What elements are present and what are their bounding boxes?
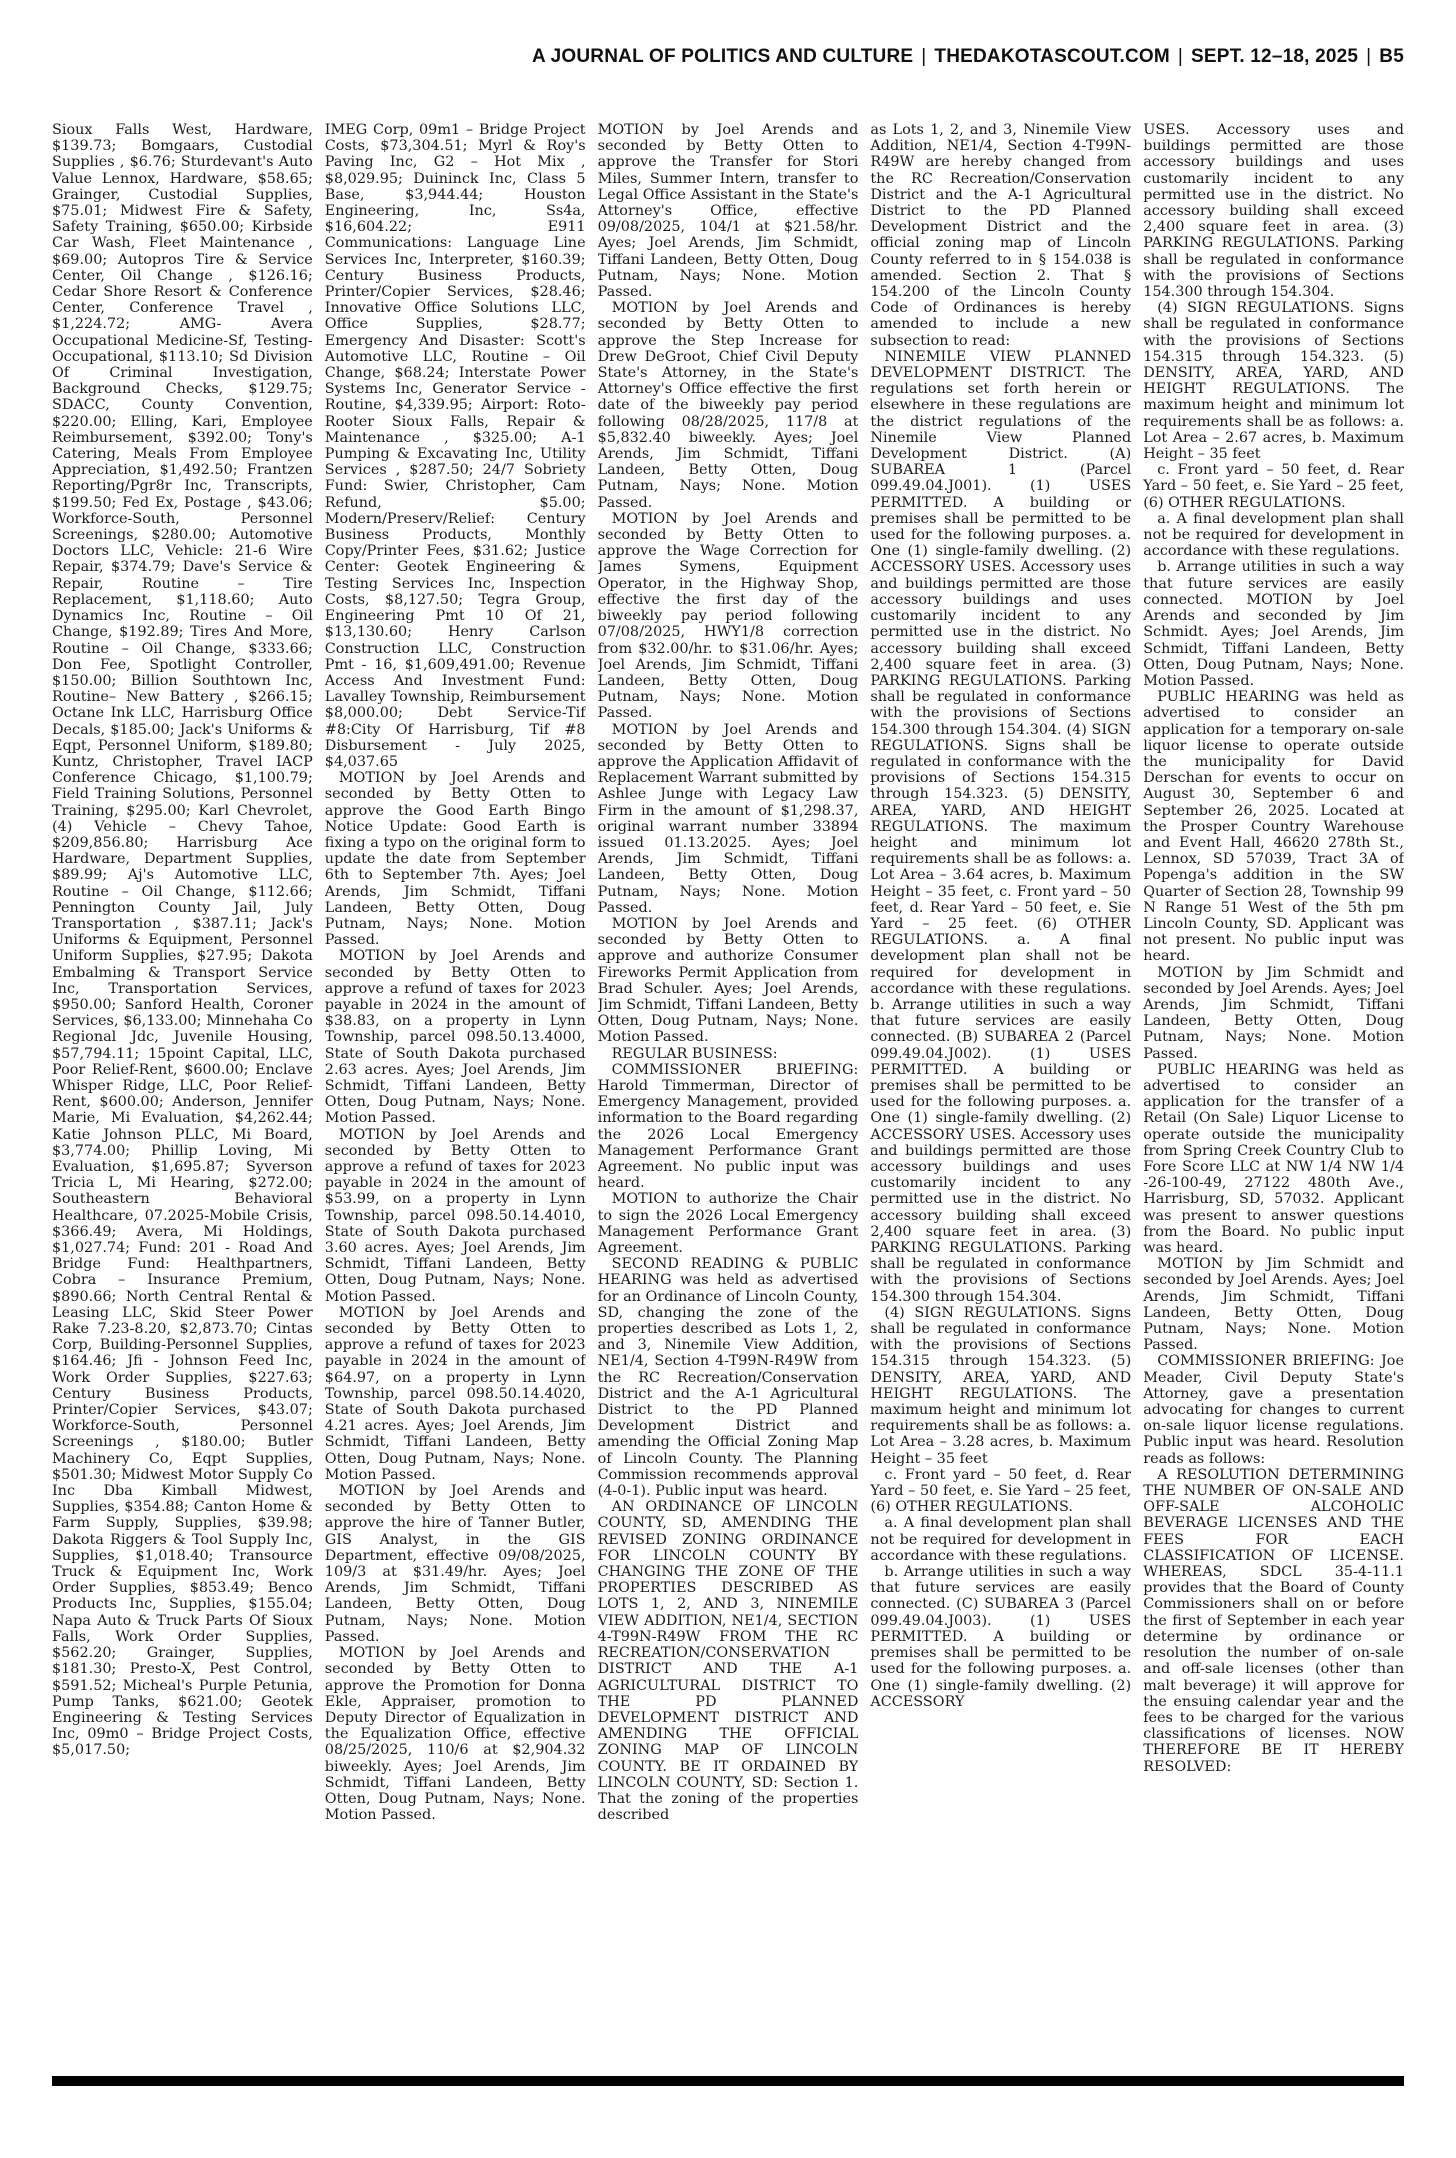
column-5 xyxy=(1143,122,1404,2070)
paragraph: (4) SIGN REGULATIONS. Signs shall be regulated in conformance with the provisions of Sections 154.315 through 154.323. (5) DENSITY, AREA, YARD, AND HEIGHT REGULATIONS. The maximum height and minimum lot requirements shall be as follows: a. Lot Area – 3.28 acres, b. Maximum Height – 35 feet xyxy=(870,1304,1132,1467)
paragraph: MOTION by Joel Arends and seconded by Betty Otten to approve a refund of taxes for 2023 payable in 2024 in the amount of $38.83, on a property in Lynn Township, parcel 098.50.13.4000, State of South Dakota purchased 2.63 acres. Ayes; Joel Arends, Jim Schmidt, Tiffani Landeen, Betty Otten, Doug Putnam, Nays; None. Motion Passed. xyxy=(324,948,586,1127)
paragraph: PUBLIC HEARING was held as advertised to consider an application for the transfer of a Retail (On Sale) Liquor License to operate outside the municipality from Spring Creek Country Club to Fore Score LLC at NW 1/4 NW 1/4 -26-100-49, 27122 480th Ave., Harrisburg, SD, 57032. Applicant was present to answer questions from the Board. No public input was heard. xyxy=(1143,1061,1404,1257)
paragraph: COMMISSIONER BRIEFING: Joe Meader, Civil Deputy State's Attorney, gave a presentation advocating for changes to current on-sale liquor license regulations. Public input was heard. Resolution reads as follows: xyxy=(1143,1353,1404,1467)
column-4 xyxy=(870,122,1131,2070)
paragraph: b. Arrange utilities in such a way that future services are easily connected. MOTION by Joel Arends and seconded by Jim Schmidt. Ayes; Joel Arends, Jim Schmidt, Tiffani Landeen, Betty Otten, Doug Putnam, Nays; None. Motion Passed. xyxy=(1143,559,1404,689)
header-separator: | xyxy=(1177,46,1184,67)
website-link[interactable]: THEDAKOTASCOUT.COM xyxy=(934,46,1170,67)
paragraph: MOTION by Joel Arends and seconded by Betty Otten to approve a refund of taxes for 2023 payable in 2024 in the amount of $53.99, on a property in Lynn Township, parcel 098.50.14.4010, State of South Dakota purchased 3.60 acres. Ayes; Joel Arends, Jim Schmidt, Tiffani Landeen, Betty Otten, Doug Putnam, Nays; None. Motion Passed. xyxy=(324,1126,586,1305)
journal-tagline: A JOURNAL OF POLITICS AND CULTURE xyxy=(531,46,914,67)
paragraph: MOTION by Jim Schmidt and seconded by Joel Arends. Ayes; Joel Arends, Jim Schmidt, Tiffani Landeen, Betty Otten, Doug Putnam, Nays; None. Motion Passed. xyxy=(1143,1256,1404,1354)
paragraph: MOTION by Joel Arends and seconded by Betty Otten to approve the Good Earth Bingo Notice Update: Good Earth is fixing a typo on the original form to update the date from September 6th to September 7th. Ayes; Joel Arends, Jim Schmidt, Tiffani Landeen, Betty Otten, Doug Putnam, Nays; None. Motion Passed. xyxy=(324,770,586,949)
paragraph: as Lots 1, 2, and 3, Ninemile View Addition, NE1/4, Section 4-T99N-R49W are hereby changed from the RC Recreation/Conservation District and the A-1 Agricultural District to the PD Planned Development District and the official zoning map of Lincoln County referred to in § 154.038 is amended. Section 2. That § 154.200 of the Lincoln County Code of Ordinances is hereby amended to include a new subsection to read: xyxy=(870,122,1132,349)
column-2 xyxy=(325,122,586,2070)
paragraph: a. A final development plan shall not be required for development in accordance with these regulations. xyxy=(1143,510,1404,560)
paragraph: MOTION by Joel Arends and seconded by Betty Otten to approve the Transfer for Stori Miles, Summer Intern, transfer to Legal Office Assistant in the State's Attorney's Office, effective 09/08/2025, 104/1 at $21.58/hr. Ayes; Joel Arends, Jim Schmidt, Tiffani Landeen, Betty Otten, Doug Putnam, Nays; None. Motion Passed. xyxy=(597,122,859,301)
paragraph: b. Arrange utilities in such a way that future services are easily connected. (C) SUBAREA 3 (Parcel 099.49.04.J003). (1) USES PERMITTED. A building or premises shall be permitted to be used for the following purposes. a. One (1) single-family dwelling. (2) ACCESSORY xyxy=(870,1564,1132,1710)
paragraph: REGULAR BUSINESS: xyxy=(611,1045,778,1062)
header-separator: | xyxy=(921,46,927,67)
paragraph: NINEMILE VIEW PLANNED DEVELOPMENT DISTRICT. The regulations set forth herein or elsewhere in these regulations are the district regulations of the Ninemile View Planned Development District. (A) SUBAREA 1 (Parcel 099.49.04.J001). (1) USES PERMITTED. A building or premises shall be permitted to be used for the following purposes. a. One (1) single-family dwelling. (2) ACCESSORY USES. Accessory uses and buildings permitted are those accessory buildings and uses customarily incident to any permitted use in the district. No accessory building shall exceed 2,400 square feet in area. (3) PARKING REGULATIONS. Parking shall be regulated in conformance with the provisions of Sections 154.300 through 154.304. (4) SIGN REGULATIONS. Signs shall be regulated in conformance with the provisions of Sections 154.315 through 154.323. (5) DENSITY, AREA, YARD, AND HEIGHT REGULATIONS. The maximum height and minimum lot requirements shall be as follows: a. Lot Area – 3.64 acres, b. Maximum Height – 35 feet, c. Front yard – 50 feet, d. Rear Yard – 50 feet, e. Sie Yard – 25 feet. (6) OTHER REGULATIONS. a. A final development plan shall not be required for development in accordance with these regulations. b. Arrange utilities in such a way that future services are easily connected. (B) SUBAREA 2 (Parcel 099.49.04.J002). (1) USES PERMITTED. A building or premises shall be permitted to be used for the following purposes. a. One (1) single-family dwelling. (2) ACCESSORY USES. Accessory uses and buildings permitted are those accessory buildings and uses customarily incident to any permitted use in the district. No accessory building shall exceed 2,400 square feet in area. (3) PARKING REGULATIONS. Parking shall be regulated in conformance with the provisions of Sections 154.300 through 154.304. xyxy=(870,348,1132,1305)
paragraph: AN ORDINANCE OF LINCOLN COUNTY, SD, AMENDING THE REVISED ZONING ORDINANCE FOR LINCOLN COUNTY BY CHANGING THE ZONE OF THE PROPERTIES DESCRIBED AS LOTS 1, 2, AND 3, NINEMILE VIEW ADDITION, NE1/4, SECTION 4-T99N-R49W FROM THE RC RECREATION/CONSERVATION DISTRICT AND THE A-1 AGRICULTURAL DISTRICT TO THE PD PLANNED DEVELOPMENT DISTRICT AND AMENDING THE OFFICIAL ZONING MAP OF LINCOLN COUNTY. BE IT ORDAINED BY LINCOLN COUNTY, SD: Section 1. That the zoning of the properties described xyxy=(597,1499,859,1824)
paragraph: Sioux Falls West, Hardware, $139.73; Bomgaars, Custodial Supplies , $6.76; Sturdevant's Auto Value Lennox, Hardware, $58.65; Grainger, Custodial Supplies, $75.01; Midwest Fire & Safety, Safety Training, $650.00; Kirbside Car Wash, Fleet Maintenance , $69.00; Autopros Tire & Service Center, Oil Change , $126.16; Cedar Shore Resort & Conference Center, Conference Travel , $1,224.72; AMG- Avera Occupational Medicine-Sf, Testing- Occupational, $113.10; Sd Division Of Criminal Investigation, Background Checks, $129.75; SDACC, County Convention, $220.00; Elling, Kari, Employee Reimbursement, $392.00; Tony's Catering, Meals From Employee Appreciation, $1,492.50; Frantzen Reporting/Pgr8r Inc, Transcripts, $199.50; Fed Ex, Postage , $43.06; Workforce-South, Personnel Screenings, $280.00; Automotive Doctors LLC, Vehicle: 21-6 Wire Repair, $374.79; Dave's Service & Repair, Routine – Tire Replacement, $1,118.60; Auto Dynamics Inc, Routine – Oil Change, $192.89; Tires And More, Routine – Oil Change, $333.66; Don Fee, Spotlight Controller, $150.00; Billion Southtown Inc, Routine– New Battery , $266.15; Octane Ink LLC, Harrisburg Office Decals, $185.00; Jack's Uniforms & Eqpt, Personnel Uniform, $189.80; Kuntz, Christopher, Travel IACP Conference Chicago, $1,100.79; Field Training Solutions, Personnel Training, $295.00; Karl Chevrolet, (4) Vehicle – Chevy Tahoe, $209,856.80; Harrisburg Ace Hardware, Department Supplies, $89.99; Aj's Automotive LLC, Routine – Oil Change, $112.66; Pennington County Jail, July Transportation , $387.11; Jack's Uniforms & Equipment, Personnel Uniform Supplies, $27.95; Dakota Embalming & Transport Service Inc, Transportation Services, $950.00; Sanford Health, Coroner Services, $6,133.00; Minnehaha Co Regional Jdc, Juvenile Housing, $57,794.11; 15point Capital, LLC, Poor Relief-Rent, $600.00; Enclave Whisper Ridge, LLC, Poor Relief-Rent, $600.00; Anderson, Jennifer Marie, Mi Evaluation, $4,262.44; Katie Johnson PLLC, Mi Board, $3,774.00; Phillip Loving, Mi Evaluation, $1,695.87; Syverson Tricia L, Mi Hearing, $272.00; Southeastern Behavioral Healthcare, 07.2025-Mobile Crisis, $366.49; Avera, Mi Holdings, $1,027.74; Fund: 201 - Road And Bridge Fund: Healthpartners, Cobra – Insurance Premium, $890.66; North Central Rental & Leasing LLC, Skid Steer Power Rake 7.23-8.20, $2,873.70; Cintas Corp, Building-Personnel Supplies, $164.46; Jfi - Johnson Feed Inc, Work Order Supplies, $227.63; Century Business Products, Printer/Copier Services, $43.07; Workforce-South, Personnel Screenings , $180.00; Butler Machinery Co, Eqpt Supplies, $501.30; Midwest Motor Supply Co Inc Dba Kimball Midwest, Supplies, $354.88; Canton Home & Farm Supply, Supplies, $39.98; Dakota Riggers & Tool Supply Inc, Supplies, $1,018.40; Transource Truck & Equipment Inc, Work Order Supplies, $853.49; Benco Products Inc, Supplies, $155.04; Napa Auto & Truck Parts Of Sioux Falls, Work Order Supplies, $562.20; Grainger, Supplies, $181.30; Presto-X, Pest Control, $591.52; Micheal's Purple Petunia, Pump Tanks, $621.00; Geotek Engineering & Testing Services Inc, 09m0 – Bridge Project Costs, $5,017.50; xyxy=(52,122,313,1759)
paragraph: COMMISSIONER BRIEFING: Harold Timmerman, Director of Emergency Management, provided information to the Board regarding the 2026 Local Emergency Management Performance Grant Agreement. No public input was heard. xyxy=(597,1061,859,1192)
column-1 xyxy=(52,122,313,2070)
paragraph: MOTION by Joel Arends and seconded by Betty Otten to approve the Promotion for Donna Ekle, Appraiser, promotion to Deputy Director of Equalization in the Equalization Office, effective 08/25/2025, 110/6 at $2,904.32 biweekly. Ayes; Joel Arends, Jim Schmidt, Tiffani Landeen, Betty Otten, Doug Putnam, Nays; None. Motion Passed. xyxy=(324,1645,586,1824)
paragraph: A RESOLUTION DETERMINING THE NUMBER OF ON-SALE AND OFF-SALE ALCOHOLIC BEVERAGE LICENSES AND THE FEES FOR EACH CLASSIFICATION OF LICENSE. WHEREAS, SDCL 35-4-11.1 provides that the Board of County Commissioners shall on or before the first of September in each year determine by ordinance or resolution the number of on-sale and off-sale licenses (other than malt beverage) it will approve for the ensuing calendar year and the fees to be charged for the various classifications of licenses. NOW THEREFORE BE IT HEREBY RESOLVED: xyxy=(1143,1466,1404,1775)
paragraph: MOTION by Jim Schmidt and seconded by Joel Arends. Ayes; Joel Arends, Jim Schmidt, Tiffani Landeen, Betty Otten, Doug Putnam, Nays; None. Motion Passed. xyxy=(1143,964,1404,1062)
issue-date: SEPT. 12–18, 2025 xyxy=(1191,46,1359,67)
page-number: B5 xyxy=(1379,46,1404,67)
paragraph: MOTION by Joel Arends and seconded by Betty Otten to approve the Step Increase for Drew DeGroot, Chief Civil Deputy State's Attorney, in the State's Attorney's Office effective the first date of the biweekly pay period following 08/28/2025, 117/8 at $5,832.40 biweekly. Ayes; Joel Arends, Jim Schmidt, Tiffani Landeen, Betty Otten, Doug Putnam, Nays; None. Motion Passed. xyxy=(597,300,859,511)
paragraph: IMEG Corp, 09m1 – Bridge Project Costs, $73,304.51; Myrl & Roy's Paving Inc, G2 – Hot Mix , $8,029.95; Duininck Inc, Class 5 Base, $3,944.44; Houston Engineering, Inc, Ss4a, $16,604.22; E911 Communications: Language Line Services Inc, Interpreter, $160.39; Century Business Products, Printer/Copier Services, $28.46; Innovative Office Solutions LLC, Office Supplies, $28.77; Emergency And Disaster: Scott's Automotive LLC, Routine – Oil Change, $68.24; Interstate Power Systems Inc, Generator Service - Routine, $4,339.95; Airport: Roto-Rooter Sioux Falls, Repair & Maintenance , $325.00; A-1 Pumping & Excavating Inc, Utility Services , $287.50; 24/7 Sobriety Fund: Swier, Christopher, Cam Refund, $5.00; Modern/Preserv/Relief: Century Business Products, Monthly Copy/Printer Fees, $31.62; Justice Center: Geotek Engineering & Testing Services Inc, Inspection Costs, $8,127.50; Tegra Group, Engineering Pmt 10 Of 21, $13,130.60; Henry Carlson Construction LLC, Construction Pmt - 16, $1,609,491.00; Revenue Access And Investment Fund: Lavalley Township, Reimbursement $8,000.00; Debt Service-Tif #8:City Of Harrisburg, Tif #8 Disbursement - July 2025, $4,037.65 xyxy=(324,122,586,770)
paragraph: USES. Accessory uses and buildings permitted are those accessory buildings and uses customarily incident to any permitted use in the district. No accessory building shall exceed 2,400 square feet in area. (3) PARKING REGULATIONS. Parking shall be regulated in conformance with the provisions of Sections 154.300 through 154.304. xyxy=(1143,122,1404,301)
paragraph: MOTION by Joel Arends and seconded by Betty Otten to approve the Application Affidavit of Replacement Warrant submitted by Ashlee Junge with Legacy Law Firm in the amount of $1,298.37, original warrant number 33894 issued 01.13.2025. Ayes; Joel Arends, Jim Schmidt, Tiffani Landeen, Betty Otten, Doug Putnam, Nays; None. Motion Passed. xyxy=(597,721,859,916)
paragraph: c. Front yard – 50 feet, d. Rear Yard – 50 feet, e. Sie Yard – 25 feet, (6) OTHER REGULATIONS. xyxy=(1143,462,1404,511)
paragraph: c. Front yard – 50 feet, d. Rear Yard – 50 feet, e. Sie Yard – 25 feet, (6) OTHER REGULATIONS. xyxy=(870,1466,1132,1516)
paragraph: SECOND READING & PUBLIC HEARING was held as advertised for an Ordinance of Lincoln County, SD, changing the zone of the properties described as Lots 1, 2, and 3, Ninemile View Addition, NE1/4, Section 4-T99N-R49W from the RC Recreation/Conservation District and the A-1 Agricultural District to the PD Planned Development District and amending the Official Zoning Map of Lincoln County. The Planning Commission recommends approval (4-0-1). Public input was heard. xyxy=(597,1256,859,1500)
paragraph: PUBLIC HEARING was held as advertised to consider an application for a temporary on-sale liquor license to operate outside the municipality for David Derschan for events to occur on August 30, September 6 and September 26, 2025. Located at the Prosper Country Warehouse and Event Hall, 46620 278th St., Lennox, SD 57039, Tract 3A of Popenga's addition in the SW Quarter of Section 28, Township 99 N Range 51 West of the 5th pm Lincoln County, SD. Applicant was not present. No public input was heard. xyxy=(1143,689,1404,965)
paragraph: MOTION to authorize the Chair to sign the 2026 Local Emergency Management Performance Grant Agreement. xyxy=(597,1191,859,1257)
paragraph: MOTION by Joel Arends and seconded by Betty Otten to approve the hire of Tanner Butler, GIS Analyst, in the GIS Department, effective 09/08/2025, 109/3 at $31.49/hr. Ayes; Joel Arends, Jim Schmidt, Tiffani Landeen, Betty Otten, Doug Putnam, Nays; None. Motion Passed. xyxy=(324,1483,586,1645)
paragraph: a. A final development plan shall not be required for development in accordance with these regulations. xyxy=(870,1515,1132,1564)
page-header xyxy=(50,46,1404,76)
paragraph: MOTION by Joel Arends and seconded by Betty Otten to approve the Wage Correction for James Symens, Equipment Operator, in the Highway Shop, effective the first day of the biweekly pay period following 07/08/2025, HWY1/8 correction from $32.00/hr. to $31.06/hr. Ayes; Joel Arends, Jim Schmidt, Tiffani Landeen, Betty Otten, Doug Putnam, Nays; None. Motion Passed. xyxy=(597,510,859,722)
bottom-rule xyxy=(52,2076,1404,2086)
paragraph: MOTION by Joel Arends and seconded by Betty Otten to approve and authorize Consumer Fireworks Permit Application from Brad Schuler. Ayes; Joel Arends, Jim Schmidt, Tiffani Landeen, Betty Otten, Doug Putnam, Nays; None. Motion Passed. xyxy=(597,915,859,1046)
column-3 xyxy=(598,122,859,2070)
text-columns xyxy=(52,122,1404,2070)
paragraph: MOTION by Joel Arends and seconded by Betty Otten to approve a refund of taxes for 2023 payable in 2024 in the amount of $64.97, on a property in Lynn Township, parcel 098.50.14.4020, State of South Dakota purchased 4.21 acres. Ayes; Joel Arends, Jim Schmidt, Tiffani Landeen, Betty Otten, Doug Putnam, Nays; None. Motion Passed. xyxy=(324,1304,586,1483)
header-separator: | xyxy=(1366,46,1372,67)
paragraph: (4) SIGN REGULATIONS. Signs shall be regulated in conformance with the provisions of Sections 154.315 through 154.323. (5) DENSITY, AREA, YARD, AND HEIGHT REGULATIONS. The maximum height and minimum lot requirements shall be as follows: a. Lot Area – 2.67 acres, b. Maximum Height – 35 feet xyxy=(1143,300,1404,463)
